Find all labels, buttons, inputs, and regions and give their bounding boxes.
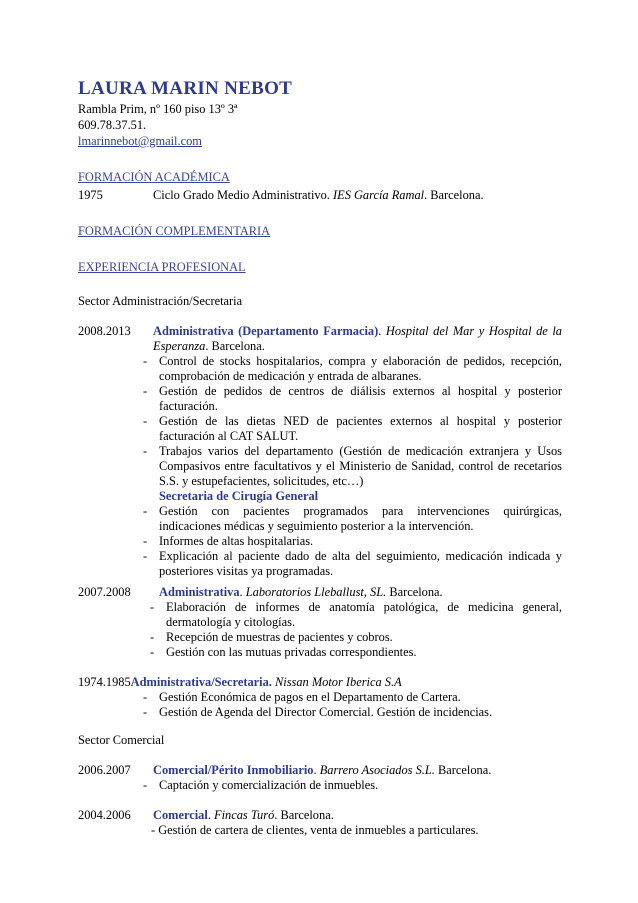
job-headline: Administrativa (Departamento Farmacia). Hospital del Mar y Hospital de la Esperanza. Barcelona. — [153, 324, 562, 353]
job-duties — [143, 354, 562, 489]
list-item: - Explicación al paciente dado de alta del seguimiento, medicación indicada y posteriores visitas ya programadas. — [143, 549, 562, 578]
job-subrole: Secretaria de Cirugía General — [159, 489, 319, 503]
candidate-name: LAURA MARIN NEBOT — [78, 78, 293, 99]
section-formacion-complementaria: FORMACIÓN COMPLEMENTARIA — [78, 224, 271, 238]
section-formacion-academica: FORMACIÓN ACADÉMICA — [78, 170, 230, 184]
list-item: - Captación y comercialización de inmuebles. — [143, 778, 379, 792]
list-item: - Gestión de pedidos de centros de diálisis externos al hospital y posterior facturación. — [143, 384, 562, 413]
job-entry-3 — [78, 675, 562, 720]
job-date: 2004.2006 — [78, 808, 131, 822]
job-headline: Administrativa. Laboratorios Lleballust, SL. Barcelona. — [159, 585, 443, 599]
cv-page — [78, 78, 562, 838]
sector-administracion: Sector Administración/Secretaria — [78, 294, 243, 308]
job-entry-4 — [78, 763, 562, 793]
list-item: - Gestión con las mutuas privadas correspondientes. — [150, 645, 417, 659]
list-item: - Gestión Económica de pagos en el Departamento de Cartera. — [143, 690, 461, 704]
job-date: 1974.1985 — [78, 675, 131, 689]
job-duties — [150, 600, 562, 660]
list-item: - Elaboración de informes de anatomía patológica, de medicina general, dermatología y citologías. — [150, 600, 562, 629]
job-headline: Comercial/Périto Inmobiliario. Barrero Asociados S.L. Barcelona. — [153, 763, 492, 777]
education-detail: Ciclo Grado Medio Administrativo. IES García Ramal. Barcelona. — [153, 188, 484, 202]
list-item: - Gestión de Agenda del Director Comercial. Gestión de incidencias. — [143, 705, 493, 719]
job-duties-2 — [143, 504, 562, 579]
list-item: - Recepción de muestras de pacientes y cobros. — [150, 630, 393, 644]
list-item: - Informes de altas hospitalarias. — [143, 534, 314, 548]
education-entry — [78, 188, 562, 203]
job-headline: Administrativa/Secretaria. Nissan Motor Iberica S.A — [130, 675, 402, 689]
sector-comercial: Sector Comercial — [78, 733, 165, 747]
section-experiencia-profesional: EXPERIENCIA PROFESIONAL — [78, 260, 246, 274]
email-link[interactable]: lmarinnebot@gmail.com — [78, 134, 202, 148]
job-headline: Comercial. Fincas Turó. Barcelona. — [153, 808, 334, 822]
job-entry-2 — [78, 585, 562, 660]
list-item: - Gestión de las dietas NED de pacientes externos al hospital y posterior facturación al CAT SALUT. — [143, 414, 562, 443]
job-entry-5 — [78, 808, 562, 838]
list-item: - Gestión con pacientes programados para intervenciones quirúrgicas, indicaciones médicas y seguimiento posterior a la intervención. — [143, 504, 562, 533]
phone: 609.78.37.51. — [78, 118, 147, 132]
job-duties — [143, 778, 562, 793]
job-duties — [143, 690, 562, 720]
contact-block — [78, 101, 562, 149]
address: Rambla Prim, nº 160 piso 13º 3ª — [78, 102, 238, 116]
list-item: - Trabajos varios del departamento (Gestión de medicación extranjera y Usos Compasivos entre facultativos y el Ministerio de Sanidad, control de recetarios S.S. y estupefacientes, solicitudes, etc…) — [143, 444, 562, 488]
job-entry-1 — [78, 324, 562, 579]
job-date: 2008.2013 — [78, 324, 131, 338]
job-date: 2007.2008 — [78, 585, 131, 599]
job-date: 2006.2007 — [78, 763, 131, 777]
education-year: 1975 — [78, 188, 103, 202]
list-item: - Control de stocks hospitalarios, compra y elaboración de pedidos, recepción, comprobación de medicación y entrada de albaranes. — [143, 354, 562, 383]
job-duty-line: - Gestión de cartera de clientes, venta de inmuebles a particulares. — [151, 823, 479, 837]
